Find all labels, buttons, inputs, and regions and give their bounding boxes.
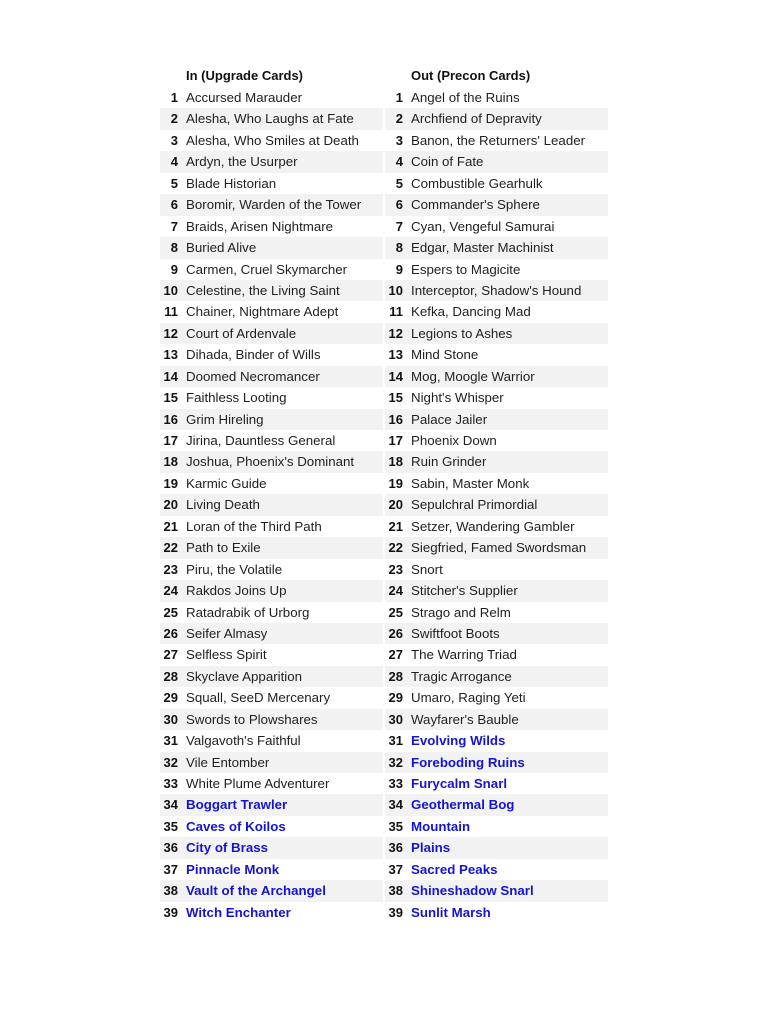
card-row — [160, 108, 383, 129]
precon-cards-header: Out (Precon Cards) — [411, 68, 531, 83]
card-row — [385, 559, 608, 580]
card-row — [160, 259, 383, 280]
card-row — [160, 323, 383, 344]
card-row — [385, 880, 608, 901]
card-row — [160, 644, 383, 665]
card-row-name: Chainer, Nightmare Adept — [186, 304, 339, 320]
card-row-name: Phoenix Down — [411, 433, 497, 448]
card-row — [385, 537, 608, 558]
card-row-number: 4 — [395, 154, 403, 170]
card-row-name: Seifer Almasy — [186, 625, 268, 641]
card-row-number: 15 — [163, 390, 178, 406]
card-row — [160, 301, 383, 322]
card-row-number: 35 — [163, 818, 178, 834]
card-row-name: Faithless Looting — [186, 390, 287, 406]
card-row-number: 23 — [163, 561, 178, 577]
card-row-name: Night's Whisper — [411, 390, 504, 406]
card-row-number: 14 — [388, 368, 403, 384]
card-row-number: 39 — [163, 904, 178, 920]
card-row — [160, 816, 383, 837]
card-row — [385, 280, 608, 301]
card-row-name: The Warring Triad — [411, 647, 517, 663]
card-row — [160, 902, 383, 923]
card-row-name: Wayfarer's Bauble — [411, 711, 519, 727]
card-row-number: 5 — [170, 175, 178, 191]
card-row-name: Siegfried, Famed Swordsman — [411, 540, 587, 556]
card-row — [160, 516, 383, 537]
card-row-number: 33 — [388, 776, 403, 791]
card-row — [385, 644, 608, 665]
card-row-number: 16 — [163, 411, 178, 427]
card-row-number: 37 — [163, 861, 178, 877]
card-row — [160, 837, 383, 858]
card-row — [385, 859, 608, 880]
card-row-name: Karmic Guide — [186, 475, 267, 491]
card-row — [160, 687, 383, 708]
card-row — [385, 773, 608, 794]
card-row-number: 19 — [388, 475, 403, 491]
card-row — [160, 580, 383, 601]
card-row — [385, 687, 608, 708]
card-row — [385, 494, 608, 515]
card-row — [385, 237, 608, 258]
card-row-number: 17 — [163, 433, 178, 448]
card-row-number: 22 — [388, 540, 403, 556]
card-row-name: Legions to Ashes — [411, 325, 513, 341]
precon-cards-list — [385, 65, 608, 923]
card-row-number: 21 — [163, 518, 178, 534]
card-row-name: Ardyn, the Usurper — [186, 154, 298, 170]
card-row-name: Piru, the Volatile — [186, 561, 283, 577]
card-row-name: Doomed Necromancer — [186, 368, 320, 384]
card-row-number: 35 — [388, 818, 403, 834]
card-row-number: 29 — [163, 690, 178, 706]
card-row — [385, 259, 608, 280]
card-row-number: 15 — [388, 390, 403, 406]
card-row — [160, 151, 383, 172]
card-row-name: Archfiend of Depravity — [411, 111, 542, 127]
card-row — [385, 709, 608, 730]
card-row-number: 30 — [163, 711, 178, 727]
card-row — [385, 473, 608, 494]
card-row — [385, 623, 608, 644]
card-row-name: Vile Entomber — [186, 754, 270, 770]
card-row-number: 36 — [163, 840, 178, 856]
card-row — [160, 409, 383, 430]
card-row-number: 10 — [163, 282, 178, 298]
card-row-name: Joshua, Phoenix's Dominant — [186, 454, 355, 470]
card-row — [385, 108, 608, 129]
card-row — [160, 880, 383, 901]
card-row-number: 24 — [388, 583, 403, 599]
card-row-name: Buried Alive — [186, 240, 257, 256]
card-row-number: 33 — [163, 776, 178, 791]
card-row-number: 19 — [163, 475, 178, 491]
card-row-name: Loran of the Third Path — [186, 518, 322, 534]
card-row-name: Pinnacle Monk — [186, 861, 280, 877]
card-row — [160, 194, 383, 215]
card-row-name: Sepulchral Primordial — [411, 497, 538, 513]
card-row-name: Ruin Grinder — [411, 454, 487, 470]
card-row — [385, 580, 608, 601]
card-row — [160, 666, 383, 687]
card-row-name: Jirina, Dauntless General — [186, 433, 336, 448]
card-row-name: Combustible Gearhulk — [411, 175, 543, 191]
card-row-name: White Plume Adventurer — [186, 776, 330, 791]
card-row-name: Coin of Fate — [411, 154, 484, 170]
card-row — [385, 366, 608, 387]
card-row-number: 13 — [388, 347, 403, 363]
card-row-number: 20 — [163, 497, 178, 513]
card-row-name: Umaro, Raging Yeti — [411, 690, 526, 706]
card-row-name: Path to Exile — [186, 540, 261, 556]
card-row — [385, 430, 608, 451]
card-row — [385, 216, 608, 237]
card-row-number: 4 — [170, 154, 178, 170]
card-row-number: 39 — [388, 904, 403, 920]
card-row — [160, 709, 383, 730]
card-row-number: 34 — [163, 797, 178, 813]
card-row-name: Geothermal Bog — [411, 797, 515, 813]
card-row — [385, 602, 608, 623]
card-row-number: 25 — [163, 604, 178, 620]
card-row-name: Ratadrabik of Urborg — [186, 604, 310, 620]
card-row-name: Plains — [411, 840, 451, 856]
card-row-number: 8 — [170, 240, 178, 256]
card-row — [385, 323, 608, 344]
card-row-number: 32 — [388, 754, 403, 770]
card-row-number: 28 — [388, 668, 403, 684]
card-row-name: Foreboding Ruins — [411, 754, 525, 770]
card-row-number: 31 — [388, 733, 403, 749]
card-row-name: Skyclave Apparition — [186, 668, 303, 684]
upgrade-cards-rows — [160, 87, 383, 923]
card-row — [160, 430, 383, 451]
card-row — [385, 130, 608, 151]
card-row — [385, 752, 608, 773]
card-row — [385, 666, 608, 687]
card-row — [385, 516, 608, 537]
card-row-number: 3 — [395, 132, 403, 148]
card-row-number: 11 — [164, 304, 178, 320]
card-row-number: 23 — [388, 561, 403, 577]
card-row-name: Carmen, Cruel Skymarcher — [186, 261, 348, 277]
card-row-name: Dihada, Binder of Wills — [186, 347, 321, 363]
card-row-number: 26 — [163, 625, 178, 641]
card-row-name: Selfless Spirit — [186, 647, 267, 663]
card-row-number: 34 — [388, 797, 403, 813]
card-row-number: 31 — [163, 733, 178, 749]
card-row — [385, 837, 608, 858]
card-row-name: Stitcher's Supplier — [411, 583, 518, 599]
card-row-number: 18 — [388, 454, 403, 470]
card-row-name: Boggart Trawler — [186, 797, 288, 813]
card-row-name: Grim Hireling — [186, 411, 264, 427]
card-row-name: City of Brass — [186, 840, 269, 856]
card-row — [385, 387, 608, 408]
card-row-name: Celestine, the Living Saint — [186, 282, 340, 298]
card-row-name: Alesha, Who Smiles at Death — [186, 132, 359, 148]
card-row-name: Sunlit Marsh — [411, 904, 491, 920]
card-row-name: Blade Historian — [186, 175, 277, 191]
card-row — [160, 280, 383, 301]
card-row-number: 11 — [389, 304, 403, 320]
card-row-number: 5 — [395, 175, 403, 191]
card-row-number: 8 — [395, 240, 403, 256]
card-row-name: Accursed Marauder — [186, 90, 303, 105]
card-row-name: Snort — [411, 561, 443, 577]
card-row-number: 25 — [388, 604, 403, 620]
card-row — [160, 344, 383, 365]
card-row-name: Witch Enchanter — [186, 904, 291, 920]
card-row — [160, 494, 383, 515]
card-row-name: Mind Stone — [411, 347, 479, 363]
card-row — [160, 173, 383, 194]
card-row-number: 26 — [388, 625, 403, 641]
card-row-number: 9 — [170, 261, 178, 277]
card-row-name: Squall, SeeD Mercenary — [186, 690, 331, 706]
card-row-number: 1 — [395, 90, 403, 105]
card-row — [385, 794, 608, 815]
card-row — [385, 344, 608, 365]
card-row — [160, 130, 383, 151]
card-row-number: 16 — [388, 411, 403, 427]
card-row-number: 28 — [163, 668, 178, 684]
card-row — [385, 902, 608, 923]
card-row — [385, 87, 608, 108]
card-row-number: 12 — [388, 325, 403, 341]
card-row — [385, 730, 608, 751]
card-row-number: 22 — [163, 540, 178, 556]
card-row — [160, 730, 383, 751]
card-row-name: Swords to Plowshares — [186, 711, 318, 727]
card-row-name: Interceptor, Shadow's Hound — [411, 282, 582, 298]
card-row-number: 2 — [170, 111, 178, 127]
card-row-number: 21 — [388, 518, 403, 534]
card-row — [385, 194, 608, 215]
card-row-name: Tragic Arrogance — [411, 668, 512, 684]
card-row — [160, 237, 383, 258]
card-row-number: 14 — [163, 368, 178, 384]
card-row — [160, 794, 383, 815]
card-row-number: 10 — [388, 282, 403, 298]
card-row-name: Mog, Moogle Warrior — [411, 368, 535, 384]
upgrade-cards-list — [160, 65, 383, 923]
card-row-name: Braids, Arisen Nightmare — [186, 218, 334, 234]
card-row-number: 38 — [388, 883, 403, 899]
precon-cards-rows — [385, 87, 608, 923]
card-row-name: Caves of Koilos — [186, 818, 286, 834]
card-row — [160, 473, 383, 494]
card-row-number: 30 — [388, 711, 403, 727]
upgrade-cards-header: In (Upgrade Cards) — [186, 68, 304, 83]
card-row-name: Sacred Peaks — [411, 861, 498, 877]
card-row — [385, 409, 608, 430]
card-row — [385, 816, 608, 837]
card-row-number: 29 — [388, 690, 403, 706]
card-row-number: 27 — [388, 647, 403, 663]
card-row — [160, 87, 383, 108]
card-row-number: 13 — [163, 347, 178, 363]
card-row-name: Court of Ardenvale — [186, 325, 297, 341]
card-row-number: 3 — [170, 132, 178, 148]
card-row-number: 6 — [395, 197, 403, 213]
card-row-name: Angel of the Ruins — [411, 90, 520, 105]
card-row-name: Valgavoth's Faithful — [186, 733, 301, 749]
card-row-name: Vault of the Archangel — [186, 883, 326, 899]
card-row-number: 17 — [388, 433, 403, 448]
card-row-number: 2 — [395, 111, 403, 127]
card-row-name: Alesha, Who Laughs at Fate — [186, 111, 354, 127]
card-row-number: 20 — [388, 497, 403, 513]
card-row-number: 9 — [395, 261, 403, 277]
card-row — [160, 451, 383, 472]
card-row-name: Cyan, Vengeful Samurai — [411, 218, 555, 234]
card-row-name: Living Death — [186, 497, 260, 513]
card-row — [385, 301, 608, 322]
card-row — [160, 537, 383, 558]
card-row-number: 36 — [388, 840, 403, 856]
card-row — [385, 451, 608, 472]
card-row-name: Edgar, Master Machinist — [411, 240, 554, 256]
card-row — [160, 387, 383, 408]
card-row-name: Boromir, Warden of the Tower — [186, 197, 362, 213]
card-row-name: Commander's Sphere — [411, 197, 540, 213]
card-row-number: 27 — [163, 647, 178, 663]
card-row-number: 18 — [163, 454, 178, 470]
card-row-number: 32 — [163, 754, 178, 770]
card-row — [385, 173, 608, 194]
card-row-name: Strago and Relm — [411, 604, 511, 620]
card-row-number: 38 — [163, 883, 178, 899]
card-row-number: 1 — [170, 90, 178, 105]
card-row-number: 12 — [163, 325, 178, 341]
card-row-name: Swiftfoot Boots — [411, 625, 500, 641]
card-row-name: Furycalm Snarl — [411, 776, 508, 791]
card-row-name: Banon, the Returners' Leader — [411, 132, 586, 148]
card-row-number: 24 — [163, 583, 178, 599]
card-row-number: 7 — [170, 218, 178, 234]
card-row-name: Mountain — [411, 818, 471, 834]
card-row — [160, 623, 383, 644]
card-row-name: Palace Jailer — [411, 411, 488, 427]
card-row — [160, 859, 383, 880]
card-row — [160, 559, 383, 580]
card-row-name: Evolving Wilds — [411, 733, 506, 749]
card-row-number: 7 — [395, 218, 403, 234]
card-row — [160, 366, 383, 387]
card-row-name: Rakdos Joins Up — [186, 583, 287, 599]
card-row — [160, 752, 383, 773]
card-row — [160, 773, 383, 794]
card-row — [385, 151, 608, 172]
card-row-name: Shineshadow Snarl — [411, 883, 534, 899]
card-row-number: 6 — [170, 197, 178, 213]
card-row-name: Espers to Magicite — [411, 261, 521, 277]
card-row-name: Setzer, Wandering Gambler — [411, 518, 575, 534]
card-row — [160, 216, 383, 237]
card-row — [160, 602, 383, 623]
card-row-name: Sabin, Master Monk — [411, 475, 530, 491]
card-row-name: Kefka, Dancing Mad — [411, 304, 531, 320]
card-row-number: 37 — [388, 861, 403, 877]
